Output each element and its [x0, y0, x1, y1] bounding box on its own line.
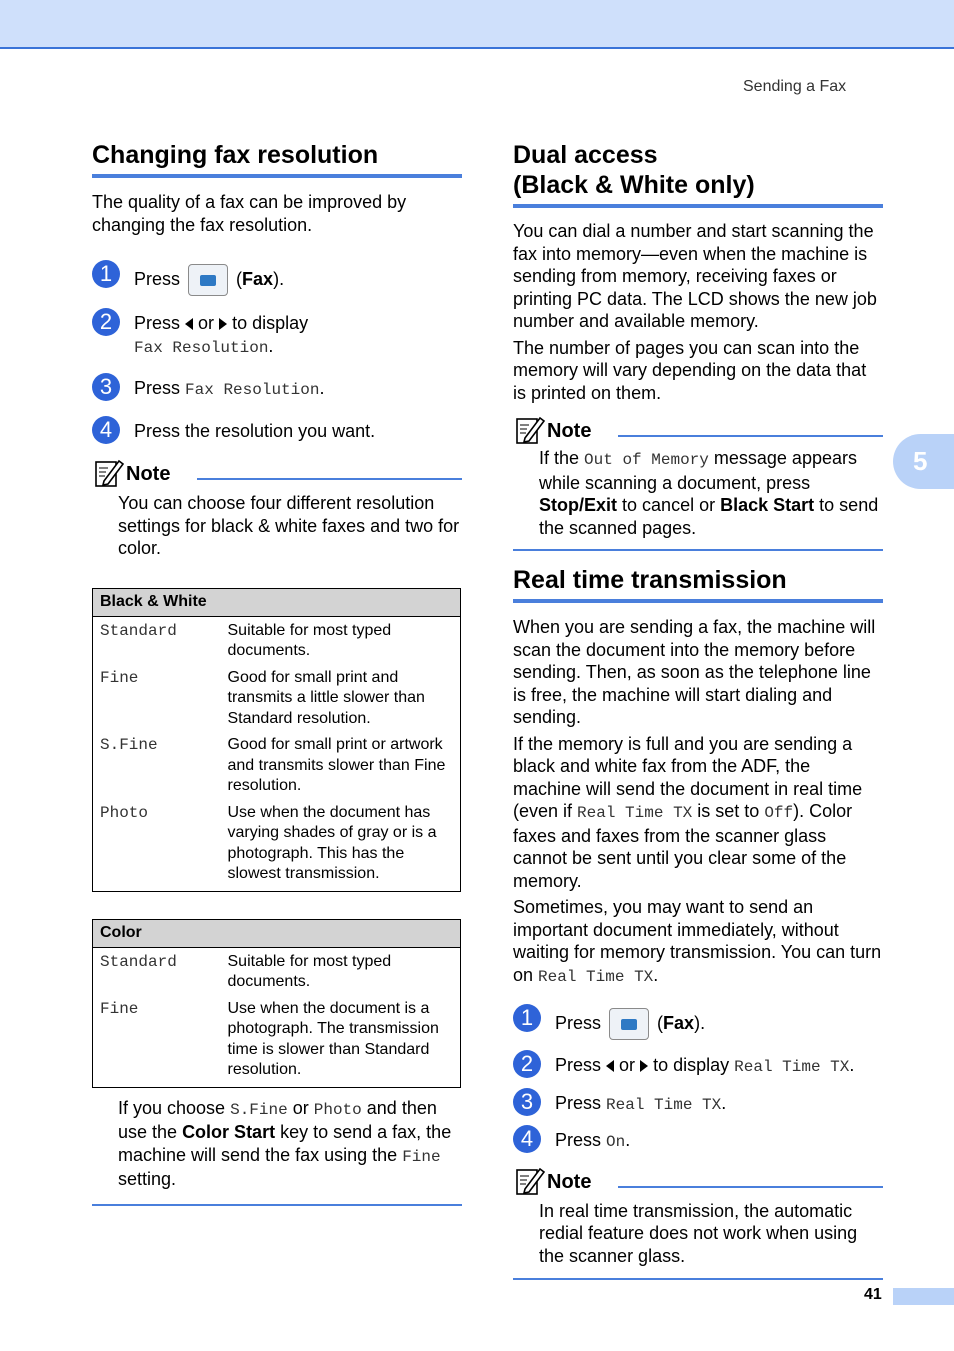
- paragraph-memory-full: If the memory is full and you are sending a black and white fax from the ADF, the machine will send the document in real time (even if Real Time TX is set to Off). Color faxes and faxes from the scanner glass cannot be sent until you clear some of the memory.: [513, 733, 863, 891]
- step-4: 4 Press the resolution you want.: [92, 420, 462, 443]
- step-number: 1: [513, 1004, 541, 1032]
- left-arrow-icon: [606, 1060, 614, 1072]
- right-arrow-icon: [640, 1060, 648, 1072]
- step-number: 4: [513, 1125, 541, 1153]
- paragraph-pages-memory: The number of pages you can scan into the memory will vary depending on the data that is printed on them.: [513, 337, 867, 403]
- step-2: 2 Press or to display Fax Resolution.: [92, 312, 462, 359]
- note-pencil-icon: [94, 458, 124, 488]
- note-pencil-icon: [515, 1166, 545, 1196]
- step-1: 1 Press (Fax).: [513, 1008, 883, 1040]
- step-4: 4 Press On.: [513, 1129, 883, 1154]
- note-end-rule: [513, 1278, 883, 1280]
- step-1: 1 Press (Fax).: [92, 264, 462, 296]
- fax-key-label: Fax: [242, 268, 274, 289]
- step-number: 2: [513, 1050, 541, 1078]
- chapter-tab: [893, 434, 954, 489]
- paragraph-real-time: When you are sending a fax, the machine will scan the document into the memory before sending. Then, as soon as the telephone line is free, the machine will start dialing and sending.: [513, 617, 876, 727]
- note-rule: [197, 478, 462, 480]
- note-end-rule: [92, 1204, 462, 1206]
- step-number: 3: [513, 1088, 541, 1116]
- fax-key-label: Fax: [663, 1012, 695, 1033]
- fax-key-icon: [609, 1008, 649, 1040]
- note-text-out-of-memory: If the Out of Memory message appears while scanning a document, press Stop/Exit to cancel or Black Start to send the scanned pages.: [539, 448, 879, 538]
- page-number: 41: [864, 1286, 882, 1303]
- note-text-redial: In real time transmission, the automatic redial feature does not work when using the scanner glass.: [539, 1200, 858, 1266]
- step-number: 2: [92, 308, 120, 336]
- table-row: Standard Suitable for most typed documents.: [100, 952, 392, 990]
- note-box: [513, 415, 883, 551]
- note-box: [513, 1166, 883, 1281]
- note-pencil-icon: [515, 415, 545, 445]
- left-column: [92, 140, 462, 1206]
- right-column: [513, 140, 883, 1280]
- table-row: Photo Use when the document has varying shades of gray or is a photograph. This has the slowest transmission.: [100, 803, 437, 882]
- note-box: [92, 458, 462, 1206]
- top-banner: [0, 0, 954, 49]
- note-text-color-start: If you choose S.Fine or Photo and then use the Color Start key to send a fax, the machine will send the fax using the Fine setting.: [118, 1097, 452, 1189]
- table-row: Fine Good for small print and transmits a little slower than Standard resolution.: [100, 668, 425, 727]
- note-end-rule: [513, 549, 883, 551]
- note-rule: [618, 435, 883, 437]
- color-resolution-table: [92, 919, 461, 1088]
- fax-key-icon: [188, 264, 228, 296]
- table-row: Standard Suitable for most typed documents.: [100, 621, 392, 659]
- bw-resolution-table: [92, 588, 461, 892]
- step-number: 4: [92, 416, 120, 444]
- section-title-real-time: Real time transmission: [513, 565, 883, 603]
- section-title-dual-access: Dual access (Black & White only): [513, 140, 883, 208]
- right-arrow-icon: [219, 318, 227, 330]
- page-number-tab: [893, 1288, 954, 1305]
- intro-paragraph: The quality of a fax can be improved by changing the fax resolution.: [92, 192, 407, 235]
- left-arrow-icon: [185, 318, 193, 330]
- chapter-number: 5: [913, 446, 928, 476]
- paragraph-turn-on: Sometimes, you may want to send an important document immediately, without waiting for memory transmission. You can turn on Real Time TX.: [513, 897, 882, 986]
- note-rule: [618, 1186, 883, 1188]
- table-header: Color: [93, 919, 461, 947]
- table-header: Black & White: [93, 588, 461, 616]
- paragraph-dual-access: You can dial a number and start scanning the fax into memory—even when the machine is sending from memory, receiving faxes or printing PC data. The LCD shows the new job number and available memory.: [513, 221, 877, 331]
- step-2: 2 Press or to display Real Time TX.: [513, 1054, 883, 1079]
- note-label: Note: [547, 1170, 592, 1193]
- step-3: 3 Press Real Time TX.: [513, 1092, 883, 1117]
- note-text: You can choose four different resolution settings for black & white faxes and two for color.: [118, 493, 460, 558]
- section-title-fax-resolution: Changing fax resolution: [92, 140, 462, 178]
- note-label: Note: [547, 420, 592, 442]
- running-header: Sending a Fax: [743, 78, 847, 95]
- step-number: 1: [92, 260, 120, 288]
- table-row: Fine Use when the document is a photograph. The transmission time is slower than Standard resolution.: [100, 999, 439, 1078]
- step-number: 3: [92, 373, 120, 401]
- note-label: Note: [126, 463, 171, 485]
- step-3: 3 Press Fax Resolution.: [92, 377, 462, 402]
- table-row: S.Fine Good for small print or artwork and transmits slower than Fine resolution.: [100, 736, 446, 794]
